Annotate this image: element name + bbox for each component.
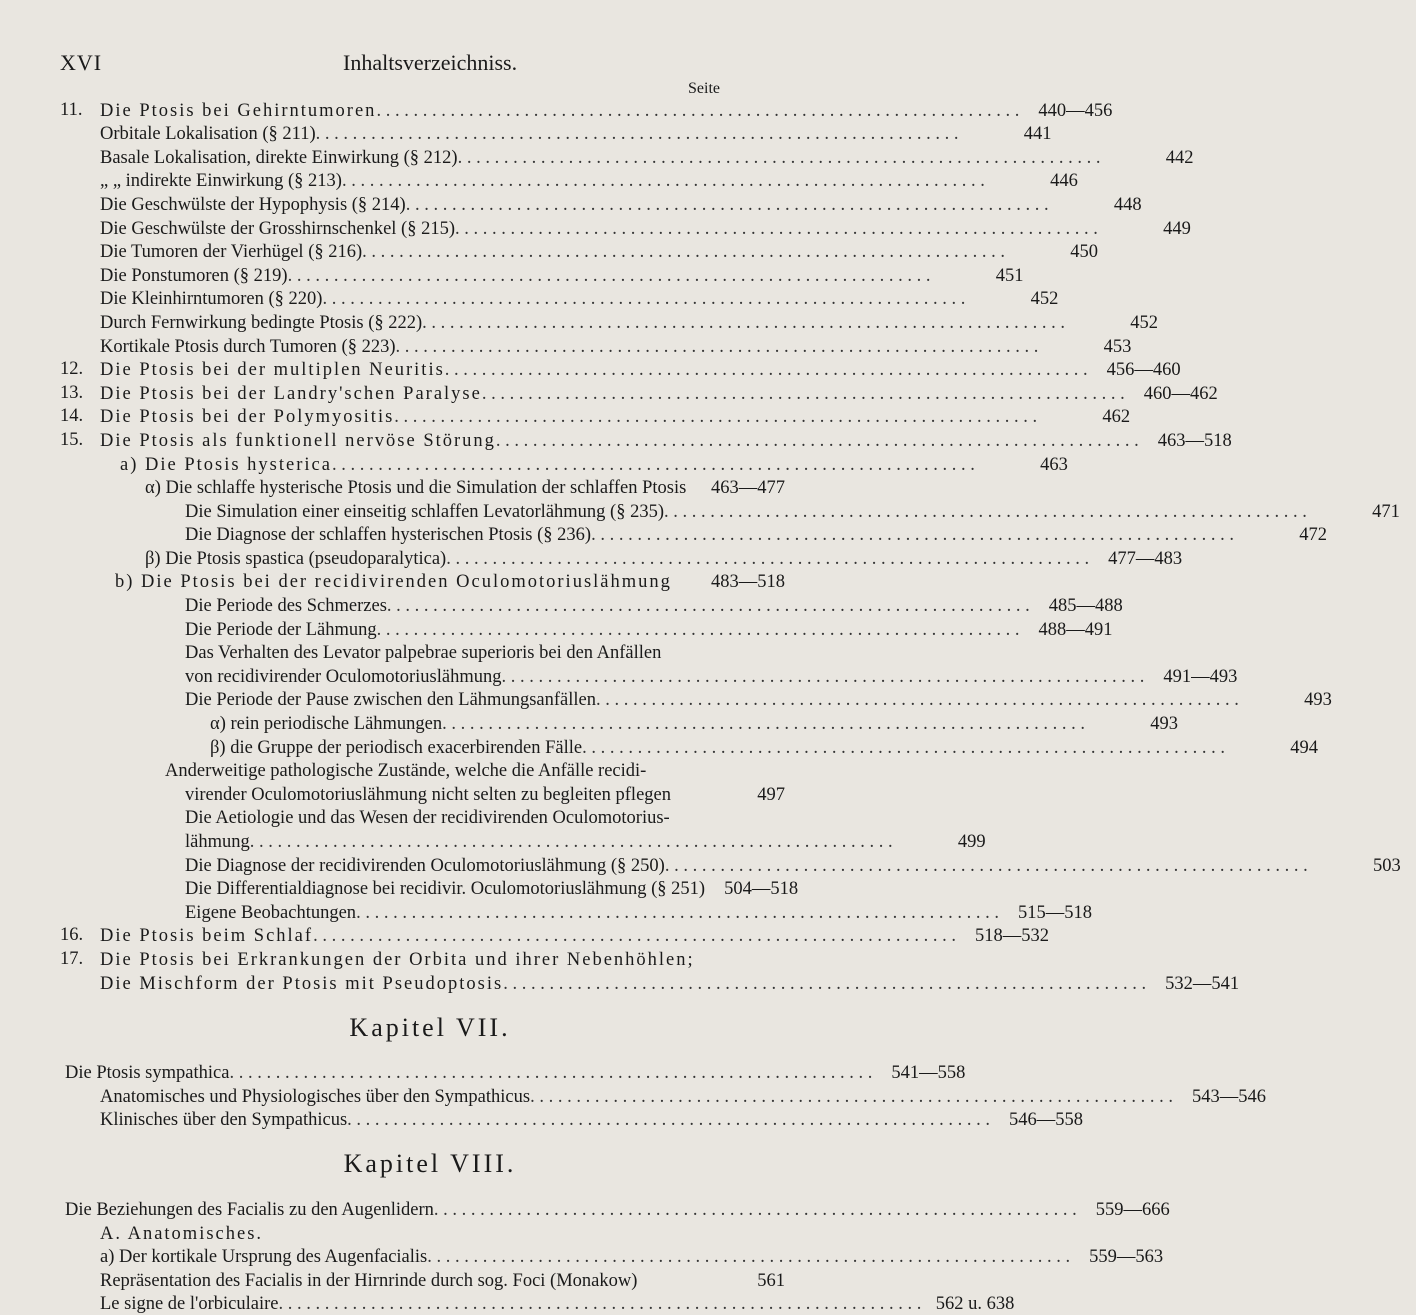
toc-entry: [0, 688, 1332, 712]
entry-number: 17.: [60, 948, 84, 969]
toc-entry: [0, 145, 1194, 169]
seite-label: Seite: [688, 80, 720, 97]
entry-title: β) Die Ptosis spastica (pseudoparalytica): [145, 548, 447, 569]
entry-title: Die Aetiologie und das Wesen der recidivirenden Oculomotorius-: [185, 808, 670, 829]
dot-leader: [356, 902, 999, 924]
dot-leader: [394, 406, 1037, 428]
toc-entry: [0, 782, 800, 806]
page-reference: 532—541: [1165, 973, 1240, 994]
entry-number: 11.: [60, 99, 83, 120]
dot-leader: [582, 737, 1225, 759]
page-reference: 450: [1070, 242, 1099, 263]
entry-title: Die Diagnose der recidivirenden Oculomotoriuslähmung (§ 250): [185, 855, 665, 876]
page-reference: 451: [995, 265, 1024, 286]
toc-entry: [0, 98, 1113, 122]
table-of-contents: [0, 98, 1401, 1315]
page-reference: 442: [1165, 147, 1194, 168]
page-reference: 440—456: [1038, 100, 1113, 121]
entry-title: b) Die Ptosis bei der recidivirenden Oculomotoriuslähmung: [115, 572, 672, 593]
toc-entry: [0, 924, 1049, 948]
page-reference: 463: [1040, 454, 1068, 475]
dot-leader: [422, 312, 1065, 334]
entry-title: Eigene Beobachtungen: [185, 902, 357, 923]
entry-title: Die Ptosis sympathica: [65, 1063, 230, 1084]
entry-title: Die Ptosis bei der Landry'schen Paralyse: [100, 383, 482, 404]
entry-title: Die Periode der Lähmung: [185, 619, 377, 640]
page-reference: 561: [757, 1270, 785, 1291]
entry-number: 14.: [60, 406, 84, 427]
running-head: Inhaltsverzeichniss.: [343, 50, 518, 75]
dot-leader: [322, 288, 965, 310]
toc-entry: [0, 263, 1024, 287]
entry-title: Durch Fernwirkung bedingte Ptosis (§ 222): [100, 312, 423, 333]
toc-entry: [0, 1061, 966, 1085]
entry-title: Die Periode des Schmerzes: [185, 596, 387, 617]
page-reference: 518—532: [974, 926, 1049, 947]
entry-title: Das Verhalten des Levator palpebrae superioris bei den Anfällen: [185, 643, 662, 664]
entry-title: Die Geschwülste der Hypophysis (§ 214): [100, 194, 406, 215]
entry-title: Die Tumoren der Vierhügel (§ 216): [100, 242, 363, 263]
entry-number: 16.: [60, 925, 84, 946]
entry-title: α) rein periodische Lähmungen: [210, 714, 443, 735]
entry-title: Die Geschwülste der Grosshirnschenkel (§ 215): [100, 218, 456, 239]
dot-leader: [596, 689, 1239, 711]
dot-leader: [455, 218, 1098, 240]
page-reference: 453: [1103, 336, 1132, 357]
toc-entry: [0, 381, 1218, 405]
toc-entry: [0, 759, 800, 783]
entry-title: a) Der kortikale Ursprung des Augenfacialis: [100, 1247, 428, 1268]
entry-title: Die Ptosis beim Schlaf: [100, 926, 314, 947]
entry-title: Kortikale Ptosis durch Tumoren (§ 223): [100, 336, 396, 357]
toc-entry: [0, 735, 1318, 759]
page-reference: 493: [1304, 690, 1332, 711]
page-reference: 472: [1299, 525, 1327, 546]
dot-leader: [229, 1062, 872, 1084]
dot-leader: [427, 1246, 1070, 1268]
dot-leader: [377, 619, 1020, 641]
toc-entry: [0, 428, 1232, 452]
dot-leader: [503, 973, 1146, 995]
dot-leader: [501, 666, 1144, 688]
page-reference: 452: [1130, 312, 1159, 333]
entry-title: Die Periode der Pause zwischen den Lähmungsanfällen: [185, 690, 596, 711]
toc-entry: [0, 711, 1179, 735]
dot-leader: [316, 123, 959, 145]
entry-title: virender Oculomotoriuslähmung nicht selten zu begleiten pflegen: [185, 784, 671, 805]
page-reference: 546—558: [1009, 1110, 1084, 1131]
page-reference: 460—462: [1143, 383, 1218, 404]
page-reference: 543—546: [1191, 1086, 1266, 1107]
entry-title: Die Ptosis bei Gehirntumoren: [100, 100, 377, 121]
toc-entry: [0, 240, 1099, 264]
toc-entry: [0, 287, 1059, 311]
toc-entry: [0, 216, 1191, 240]
toc-entry: [0, 570, 800, 594]
dot-leader: [442, 713, 1085, 735]
toc-entry: [0, 1268, 800, 1292]
page-reference: 441: [1023, 124, 1052, 145]
entry-title: Anatomisches und Physiologisches über den Sympathicus: [100, 1086, 531, 1107]
chapter-heading: Kapitel VII.: [349, 1012, 511, 1042]
dot-leader: [496, 430, 1139, 452]
page-reference: 471: [1372, 501, 1400, 522]
toc-entry: [0, 192, 1142, 216]
toc-entry: [0, 1197, 1170, 1221]
entry-title: Anderweitige pathologische Zustände, welche die Anfälle recidi-: [165, 761, 647, 782]
toc-entry: [0, 1245, 1164, 1269]
toc-entry: [0, 122, 1052, 146]
entry-title: Klinisches über den Sympathicus: [100, 1110, 348, 1131]
toc-entry: [0, 971, 1240, 995]
entry-title: Orbitale Lokalisation (§ 211): [100, 124, 316, 145]
page-reference: 483—518: [711, 572, 785, 593]
dot-leader: [288, 265, 931, 287]
toc-entry: [0, 169, 1078, 193]
dot-leader: [279, 1293, 922, 1315]
entry-title: „ „ indirekte Einwirkung (§ 213): [100, 171, 342, 192]
toc-entry: [0, 499, 1400, 523]
entry-title: a) Die Ptosis hysterica: [120, 454, 332, 475]
toc-entry: [0, 806, 800, 830]
entry-title: Die Ptosis bei der multiplen Neuritis: [100, 360, 445, 381]
page-reference: 504—518: [724, 879, 799, 900]
entry-title: Die Mischform der Ptosis mit Pseudoptosis: [100, 973, 504, 994]
dot-leader: [387, 595, 1030, 617]
entry-title: Die Beziehungen des Facialis zu den Augenlidern: [65, 1199, 434, 1220]
toc-entry: [0, 1221, 800, 1245]
entry-title: Die Differentialdiagnose bei recidivir. Oculomotoriuslähmung (§ 251): [185, 879, 706, 900]
toc-entry: [0, 853, 1401, 877]
dot-leader: [458, 147, 1101, 169]
dot-leader: [376, 100, 1019, 122]
entry-title: Die Ponstumoren (§ 219): [100, 265, 288, 286]
toc-entry: [0, 664, 1238, 688]
page-number: XVI: [60, 50, 103, 75]
entry-title: Repräsentation des Facialis in der Hirnrinde durch sog. Foci (Monakow): [100, 1270, 638, 1291]
toc-entry: [0, 641, 800, 665]
dot-leader: [313, 925, 956, 947]
toc-entry: [0, 593, 1123, 617]
page-reference: 541—558: [891, 1063, 966, 1084]
toc-entry: [0, 358, 1181, 382]
entry-number: 13.: [60, 382, 84, 403]
toc-entry: [0, 523, 1327, 547]
page-reference: 446: [1050, 171, 1078, 192]
dot-leader: [395, 336, 1038, 358]
dot-leader: [332, 454, 975, 476]
toc-entry: [0, 1292, 1015, 1315]
dot-leader: [250, 831, 893, 853]
dot-leader: [434, 1199, 1077, 1221]
toc-entry: [0, 900, 1092, 924]
entry-number: 12.: [60, 359, 84, 380]
entry-title: Die Simulation einer einseitig schlaffen Levatorlähmung (§ 235): [185, 501, 664, 522]
dot-leader: [530, 1086, 1173, 1108]
page-reference: 449: [1163, 218, 1191, 239]
dot-leader: [665, 855, 1308, 877]
toc-entry: [0, 877, 800, 901]
page-reference: 463—477: [711, 478, 785, 499]
dot-leader: [482, 383, 1125, 405]
chapter-heading: Kapitel VIII.: [343, 1149, 517, 1179]
entry-title: Die Diagnose der schlaffen hysterischen Ptosis (§ 236): [185, 525, 592, 546]
dot-leader: [347, 1109, 990, 1131]
page-reference: 491—493: [1163, 666, 1238, 687]
toc-entry: [0, 452, 1068, 476]
entry-title: Basale Lokalisation, direkte Einwirkung (§ 212): [100, 147, 458, 168]
entry-title: Die Ptosis bei der Polymyositis: [100, 407, 395, 428]
page-reference: 485—488: [1048, 596, 1123, 617]
page-reference: 462: [1102, 407, 1131, 428]
entry-title: Die Ptosis als funktionell nervöse Störung: [100, 430, 496, 451]
entry-title: Die Kleinhirntumoren (§ 220): [100, 289, 323, 310]
entry-title: Le signe de l'orbiculaire: [100, 1294, 279, 1315]
page-reference: 463—518: [1157, 430, 1232, 451]
page-reference: 477—483: [1108, 548, 1183, 569]
dot-leader: [446, 548, 1089, 570]
page-reference: 493: [1150, 714, 1179, 735]
dot-leader: [342, 170, 985, 192]
toc-entry: [0, 546, 1183, 570]
toc-entry: [0, 1108, 1084, 1132]
toc-entry: [0, 617, 1113, 641]
entry-title: Die Ptosis bei Erkrankungen der Orbita und ihrer Nebenhöhlen;: [100, 949, 695, 970]
entry-number: 15.: [60, 429, 84, 450]
entry-title: α) Die schlaffe hysterische Ptosis und die Simulation der schlaffen Ptosis: [145, 478, 687, 499]
page-reference: 499: [957, 832, 986, 852]
toc-entry: [0, 947, 800, 971]
toc-entry: [0, 1084, 1266, 1108]
toc-entry: [0, 476, 800, 500]
dot-leader: [445, 359, 1088, 381]
page-reference: 503: [1372, 855, 1401, 876]
page-reference: 497: [757, 784, 785, 805]
page-reference: 488—491: [1038, 619, 1113, 640]
page-reference: 515—518: [1017, 902, 1092, 923]
entry-title: A. Anatomisches.: [100, 1223, 264, 1244]
toc-entry: [0, 334, 1132, 358]
entry-title: lähmung: [185, 832, 250, 852]
page-reference: 456—460: [1106, 360, 1181, 381]
page-reference: 559—666: [1095, 1199, 1170, 1220]
toc-entry: [0, 405, 1131, 429]
dot-leader: [664, 501, 1307, 523]
toc-entry: [0, 310, 1159, 334]
page-reference: 448: [1113, 194, 1142, 215]
toc-entry: [0, 829, 986, 853]
dot-leader: [591, 524, 1234, 546]
dot-leader: [362, 241, 1005, 263]
entry-title: von recidivirender Oculomotoriuslähmung: [185, 666, 502, 687]
dot-leader: [406, 194, 1049, 216]
page-reference: 559—563: [1089, 1247, 1164, 1268]
page-reference: 452: [1030, 289, 1059, 310]
page-reference: 494: [1290, 737, 1318, 758]
entry-title: β) die Gruppe der periodisch exacerbirenden Fälle: [210, 737, 583, 758]
page-reference: 562 u. 638: [935, 1294, 1015, 1315]
